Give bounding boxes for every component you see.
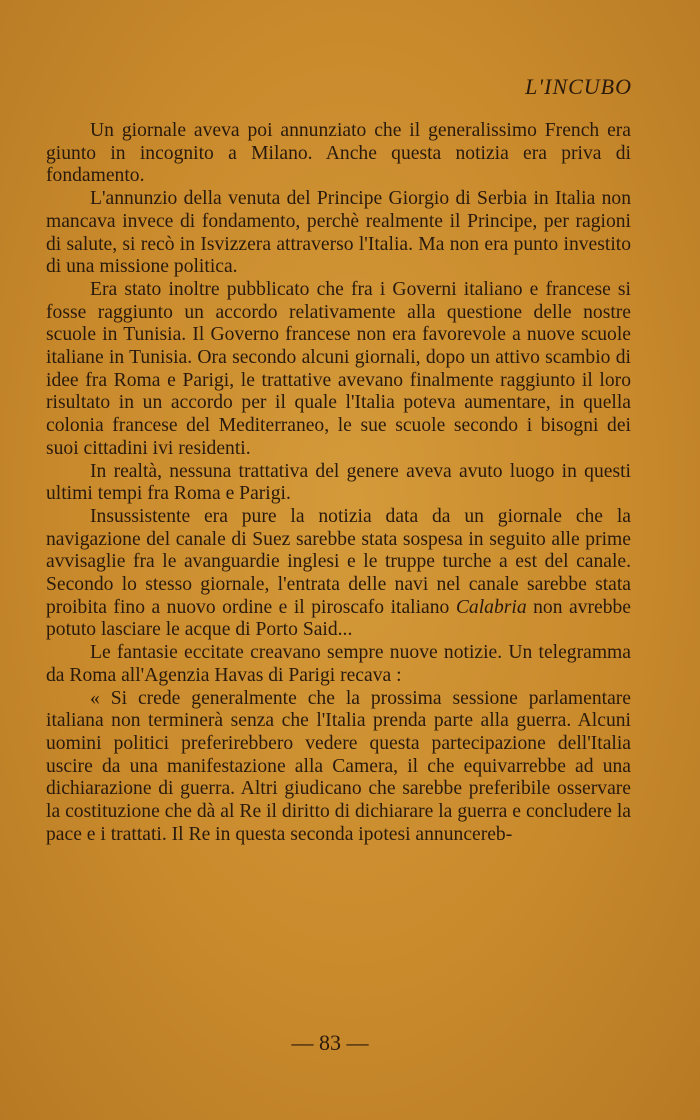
paragraph: Un giornale aveva poi annunziato che il generalissimo French era giunto in incognito a Milano. Anche questa notizia era priva di fondamento. bbox=[46, 120, 631, 187]
page-body bbox=[46, 120, 631, 847]
paragraph: In realtà, nessuna trattativa del genere aveva avuto luogo in questi ultimi tempi fra Roma e Parigi. bbox=[46, 460, 631, 505]
paragraph: Era stato inoltre pubblicato che fra i Governi italiano e francese si fosse raggiunto un accordo relativamente alla questione delle nostre scuole in Tunisia. Il Governo francese non era favorevole a nuove scuole italiane in Tunisia. Ora secondo alcuni giornali, dopo un attivo scambio di idee fra Roma e Parigi, le trattative avevano finalmente raggiunto il loro risultato in un accordo per il quale l'Italia poteva aumentare, in quella colonia francese del Mediterraneo, le sue scuole secondo i bisogni dei suoi cittadini ivi residenti. bbox=[46, 278, 631, 459]
paragraph: L'annunzio della venuta del Principe Giorgio di Serbia in Italia non mancava invece di fondamento, perchè realmente il Principe, per ragioni di salute, si recò in Isvizzera attraverso l'Italia. Ma non era punto investito di una missione politica. bbox=[46, 188, 631, 278]
running-title: L'INCUBO bbox=[525, 74, 632, 99]
paragraph-text: Insussistente era pure la notizia data da un giornale che la navigazione del canale di Suez sarebbe stata sospesa in seguito alle prime avvisaglie fra le avanguardie inglesi e le truppe turche a est del canale. Secondo lo stesso giornale, l'entrata delle navi nel canale sarebbe stata proibita fino a nuovo ordine e il piroscafo italiano bbox=[46, 505, 631, 618]
page-number: — 83 — bbox=[291, 1030, 369, 1055]
paragraph-text: non avrebbe potuto lasciare le acque di Porto Said... bbox=[46, 596, 631, 641]
paragraph: « Si crede generalmente che la prossima sessione parlamentare italiana non terminerà senza che l'Italia prenda parte alla guerra. Alcuni uomini politici preferirebbero vedere questa partecipazione dell'Italia uscire da una manifestazione alla Camera, il che equivarrebbe ad una dichiarazione di guerra. Altri giudicano che sarebbe preferibile osservare la costituzione che dà al Re il diritto di dichiarare la guerra e concludere la pace e i trattati. Il Re in questa seconda ipotesi annuncereb- bbox=[46, 687, 631, 845]
ship-name: Calabria bbox=[455, 596, 527, 618]
paragraph: Le fantasie eccitate creavano sempre nuove notizie. Un telegramma da Roma all'Agenzia Havas di Parigi recava : bbox=[46, 642, 631, 686]
paragraph bbox=[46, 506, 631, 642]
